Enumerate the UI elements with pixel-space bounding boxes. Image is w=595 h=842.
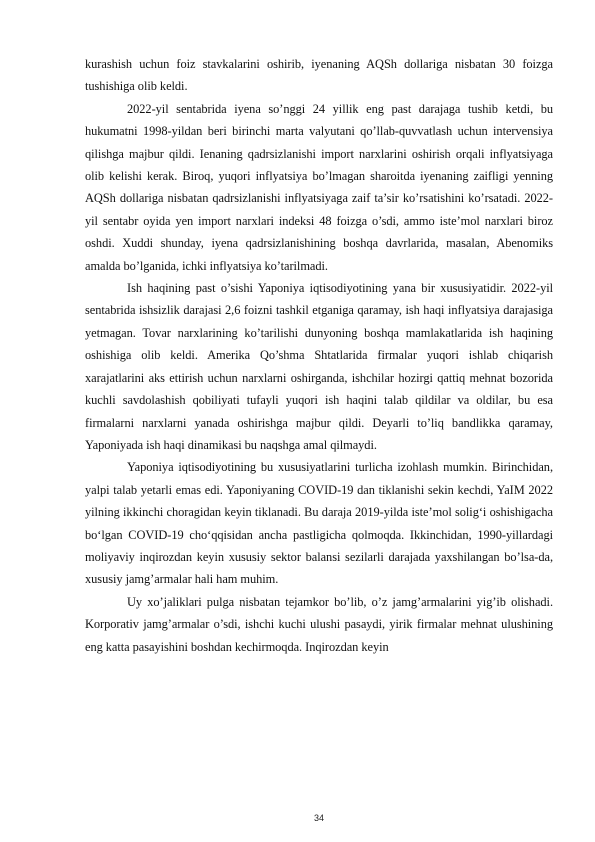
- paragraph-1: kurashish uchun foiz stavkalarini oshirib, iyenaning AQSh dollariga nisbatan 30 foizga tushishiga olib keldi.: [85, 57, 553, 94]
- paragraph-3: Ish haqining past o’sishi Yaponiya iqtisodiyotining yana bir xususiyatidir. 2022-yil sentabrida ishsizlik darajasi 2,6 foizni tashkil etganiga qaramay, ish haqi inflyatsiya darajasiga yetmagan. Tovar narxlarining ko’tarilishi dunyoning boshqa mamlakatlarida ish haqining oshishiga olib keldi. Amerika Qo’shma Shtatlarida firmalar yuqori ishlab chiqarish xarajatlarini aks ettirish uchun narxlarni oshirganda, ishchilar hozirgi qattiq mehnat bozorida kuchli savdolashish qobiliyati tufayli yuqori ish haqini talab qildilar va oldilar, bu esa firmalarni narxlarni yanada oshirishga majbur qildi. Deyarli to’liq bandlikka qaramay, Yaponiyada ish haqi dinamikasi bu naqshga amal qilmaydi.: [85, 281, 553, 452]
- paragraph-4: Yaponiya iqtisodiyotining bu xususiyatlarini turlicha izohlash mumkin. Birinchidan, yalpi talab yetarli emas edi. Yaponiyaning COVID-19 dan tiklanishi sekin kechdi, YaIM 2022 yilning ikkinchi choragidan keyin tiklanadi. Bu daraja 2019-yilda iste’mol solig‘i oshishigacha bo‘lgan COVID-19 cho‘qqisidan ancha pastligicha qolmoqda. Ikkinchidan, 1990-yillardagi moliyaviy inqirozdan keyin xususiy sektor balansi sezilarli darajada yaxshilangan bo’lsa-da, xususiy jamg’armalar hali ham muhim.: [85, 460, 553, 587]
- paragraph-5: Uy xo’jaliklari pulga nisbatan tejamkor bo’lib, o’z jamg’armalarini yig’ib olishadi. Korporativ jamg’armalar o’sdi, ishchi kuchi ulushi pasaydi, yirik firmalar mehnat ulushining eng katta pasayishini boshdan kechirmoqda. Inqirozdan keyin: [85, 594, 553, 654]
- paragraph-2: 2022-yil sentabrida iyena so’nggi 24 yillik eng past darajaga tushib ketdi, bu hukumatni 1998-yildan beri birinchi marta valyutani qo’llab-quvvatlash uchun intervensiya qilishga majbur qildi. Ienaning qadrsizlanishi import narxlarini oshirish orqali inflyatsiyaga olib kelishi kerak. Biroq, yuqori inflyatsiya bo’lmagan sharoitda iyenaning zaifligi yenning AQSh dollariga nisbatan qadrsizlanishi inflyatsiyaga zaif ta’sir ko’rsatishini ko’rsatadi. 2022-yil sentabr oyida yen import narxlari indeksi 48 foizga o’sdi, ammo iste’mol narxlari biroz oshdi. Xuddi shunday, iyena qadrsizlanishining boshqa davrlarida, masalan, Abenomiks amalda bo’lganida, ichki inflyatsiya ko’tarilmadi.: [85, 101, 553, 273]
- page-number: 34: [313, 813, 324, 823]
- body-text: [85, 53, 553, 658]
